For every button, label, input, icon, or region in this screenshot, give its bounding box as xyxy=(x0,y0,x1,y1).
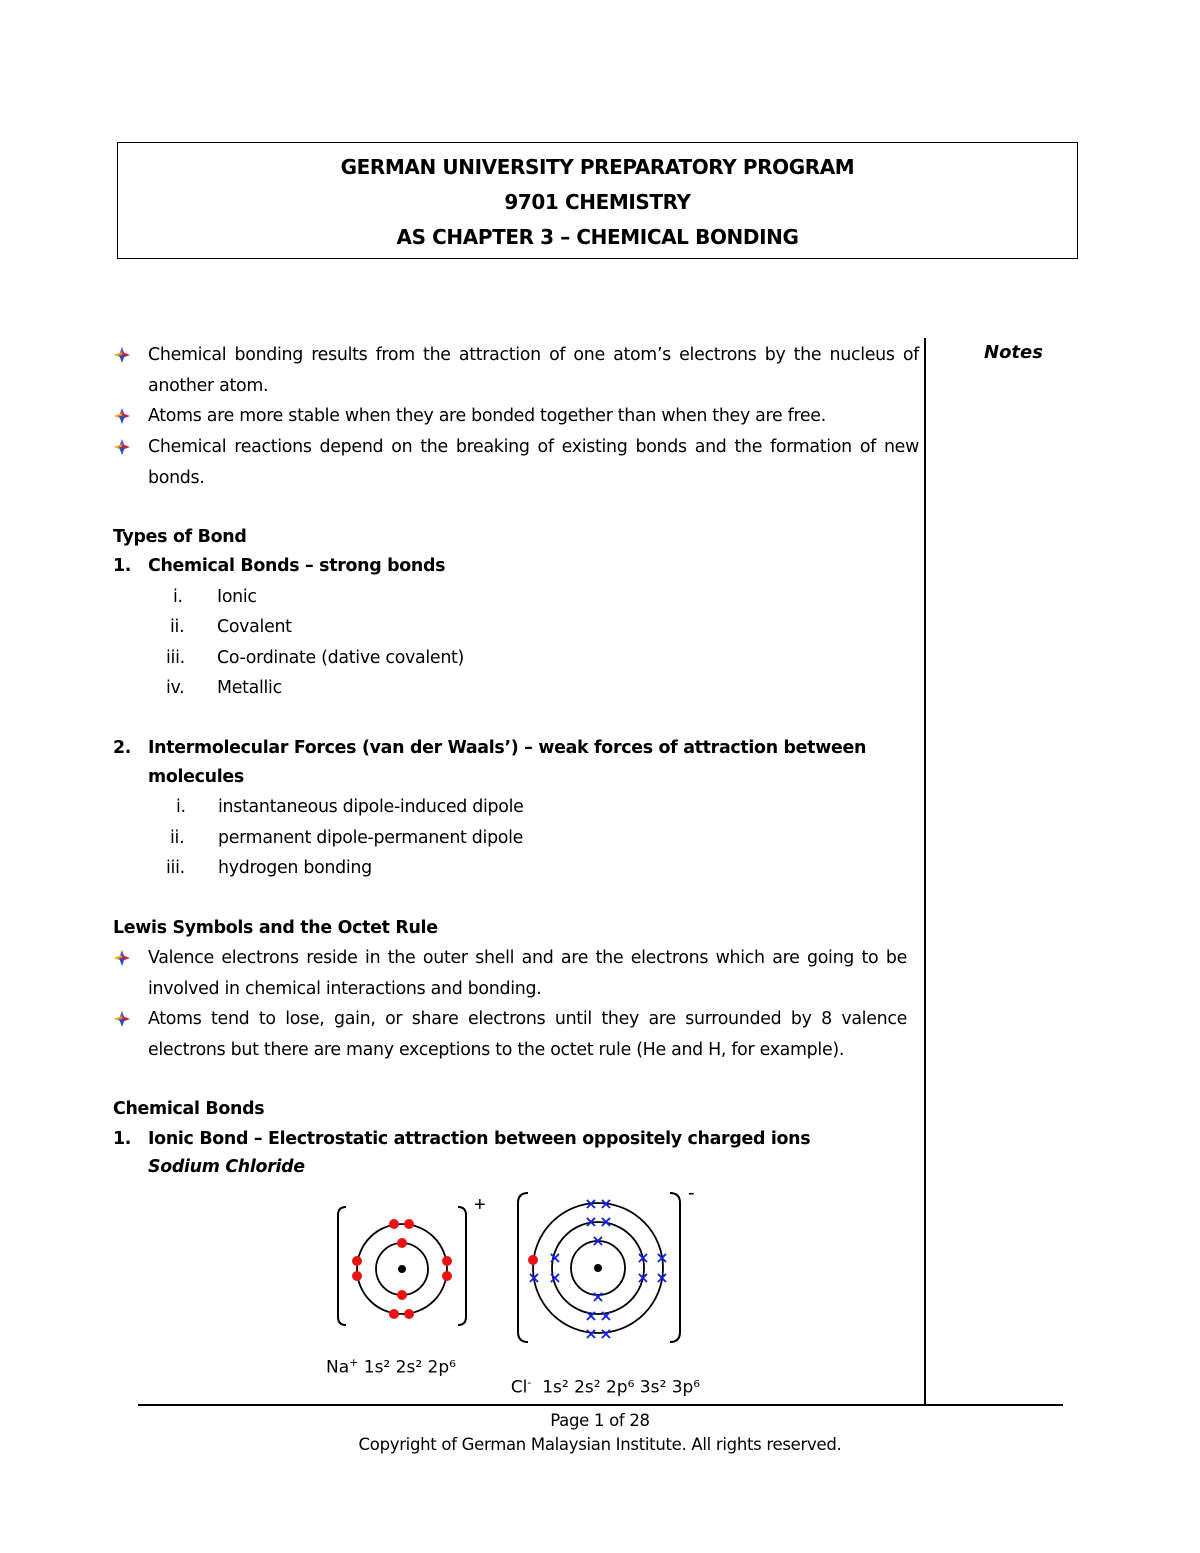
bullet-text: Chemical reactions depend on the breaking of existing bonds and the formation of new bonds. xyxy=(148,437,919,488)
cl-electron: × xyxy=(599,1212,613,1231)
roman-numeral: iii. xyxy=(166,648,185,668)
na-nucleus xyxy=(398,1265,406,1273)
cl-electron: × xyxy=(584,1212,598,1231)
notes-divider xyxy=(924,338,926,1405)
cl-electron: × xyxy=(548,1248,562,1267)
cl-gained-electron xyxy=(528,1255,538,1265)
bullet-arrow-icon xyxy=(113,438,131,456)
cl-charge: - xyxy=(688,1185,695,1204)
bullet-text: Atoms are more stable when they are bonded together than when they are free. xyxy=(148,406,826,426)
course-title: 9701 CHEMISTRY xyxy=(504,190,691,214)
list-item: instantaneous dipole-induced dipole xyxy=(218,797,524,817)
example-label: Sodium Chloride xyxy=(148,1157,305,1177)
cl-symbol: Cl xyxy=(510,1377,528,1398)
types-heading: Types of Bond xyxy=(113,527,247,547)
na-configuration: 1s² 2s² 2p⁶ xyxy=(358,1357,456,1378)
na-electron xyxy=(389,1219,399,1229)
bracket-right xyxy=(458,1207,466,1325)
bullet-arrow-icon xyxy=(113,407,131,425)
cl-superscript: - xyxy=(527,1376,532,1389)
chapter-title: AS CHAPTER 3 – CHEMICAL BONDING xyxy=(396,225,799,249)
cl-electron: × xyxy=(636,1248,650,1267)
group1-title: Chemical Bonds – strong bonds xyxy=(148,556,446,576)
bullet-text: Chemical bonding results from the attraction of one atom’s electrons by the nucleus of another atom. xyxy=(148,345,919,396)
chem-bonds-heading: Chemical Bonds xyxy=(113,1099,265,1119)
copyright: Copyright of German Malaysian Institute. All rights reserved. xyxy=(358,1435,842,1454)
na-electron xyxy=(352,1256,362,1266)
bullet-arrow-icon xyxy=(113,949,131,967)
page-number: Page 1 of 28 xyxy=(550,1411,650,1430)
program-title: GERMAN UNIVERSITY PREPARATORY PROGRAM xyxy=(340,155,855,179)
cl-electron: × xyxy=(655,1268,669,1287)
na-electron xyxy=(397,1290,407,1300)
cl-electron: × xyxy=(584,1306,598,1325)
cl-electron: × xyxy=(548,1268,562,1287)
ion-diagram xyxy=(320,1185,720,1350)
intro-bullet-3 xyxy=(113,432,919,494)
roman-numeral: ii. xyxy=(170,828,185,848)
cl-config xyxy=(500,1356,700,1398)
footer-rule xyxy=(138,1404,1063,1406)
roman-numeral: i. xyxy=(176,797,186,817)
cl-electron: × xyxy=(599,1324,613,1343)
roman-numeral: iii. xyxy=(166,858,185,878)
roman-numeral: i. xyxy=(173,587,183,607)
cl-electron: × xyxy=(527,1268,541,1287)
lewis-heading: Lewis Symbols and the Octet Rule xyxy=(113,918,438,938)
group2-title: Intermolecular Forces (van der Waals’) – weak forces of attraction between xyxy=(148,738,867,758)
na-electron xyxy=(404,1219,414,1229)
ionic-number: 1. xyxy=(113,1129,132,1149)
bracket-left xyxy=(338,1207,346,1325)
na-config xyxy=(326,1356,456,1378)
lewis-bullet-2 xyxy=(113,1004,907,1066)
cl-electron: × xyxy=(584,1324,598,1343)
lewis-bullet-1 xyxy=(113,943,907,1005)
bullet-text: Atoms tend to lose, gain, or share electrons until they are surrounded by 8 valence electrons but there are many exceptions to the octet rule (He and H, for example). xyxy=(148,1009,907,1060)
bullet-arrow-icon xyxy=(113,346,131,364)
intro-bullet-2 xyxy=(113,401,919,432)
roman-numeral: iv. xyxy=(166,678,185,698)
na-electron xyxy=(352,1271,362,1281)
list-item: permanent dipole-permanent dipole xyxy=(218,828,524,848)
na-electron xyxy=(397,1238,407,1248)
na-symbol: Na xyxy=(326,1357,350,1378)
notes-label: Notes xyxy=(984,342,1043,363)
na-charge: + xyxy=(474,1194,486,1216)
list-item: hydrogen bonding xyxy=(218,858,372,878)
na-electron xyxy=(404,1309,414,1319)
group2-number: 2. xyxy=(113,738,132,758)
title-box xyxy=(117,142,1078,259)
bullet-text: Valence electrons reside in the outer shell and are the electrons which are going to be involved in chemical interactions and bonding. xyxy=(148,948,907,999)
list-item: Ionic xyxy=(217,587,257,607)
cl-electron: × xyxy=(636,1268,650,1287)
cl-electron: × xyxy=(599,1194,613,1213)
bracket-right xyxy=(670,1193,680,1342)
cl-electron: × xyxy=(591,1287,605,1306)
cl-nucleus xyxy=(594,1264,602,1272)
bullet-arrow-icon xyxy=(113,1010,131,1028)
cl-electron: × xyxy=(584,1194,598,1213)
ionic-title: Ionic Bond – Electrostatic attraction between oppositely charged ions xyxy=(148,1129,811,1149)
na-superscript: + xyxy=(349,1356,359,1369)
cl-electron: × xyxy=(599,1306,613,1325)
cl-configuration: 1s² 2s² 2p⁶ 3s² 3p⁶ xyxy=(531,1377,701,1398)
roman-numeral: ii. xyxy=(170,617,185,637)
list-item: Covalent xyxy=(217,617,292,637)
list-item: Metallic xyxy=(217,678,282,698)
list-item: Co-ordinate (dative covalent) xyxy=(217,648,465,668)
group2-title-cont: molecules xyxy=(148,767,244,787)
na-electron xyxy=(442,1271,452,1281)
group1-number: 1. xyxy=(113,556,132,576)
na-electron xyxy=(442,1256,452,1266)
cl-electron: × xyxy=(655,1248,669,1267)
intro-bullet-1 xyxy=(113,340,919,402)
cl-electron: × xyxy=(591,1231,605,1250)
na-electron xyxy=(389,1309,399,1319)
